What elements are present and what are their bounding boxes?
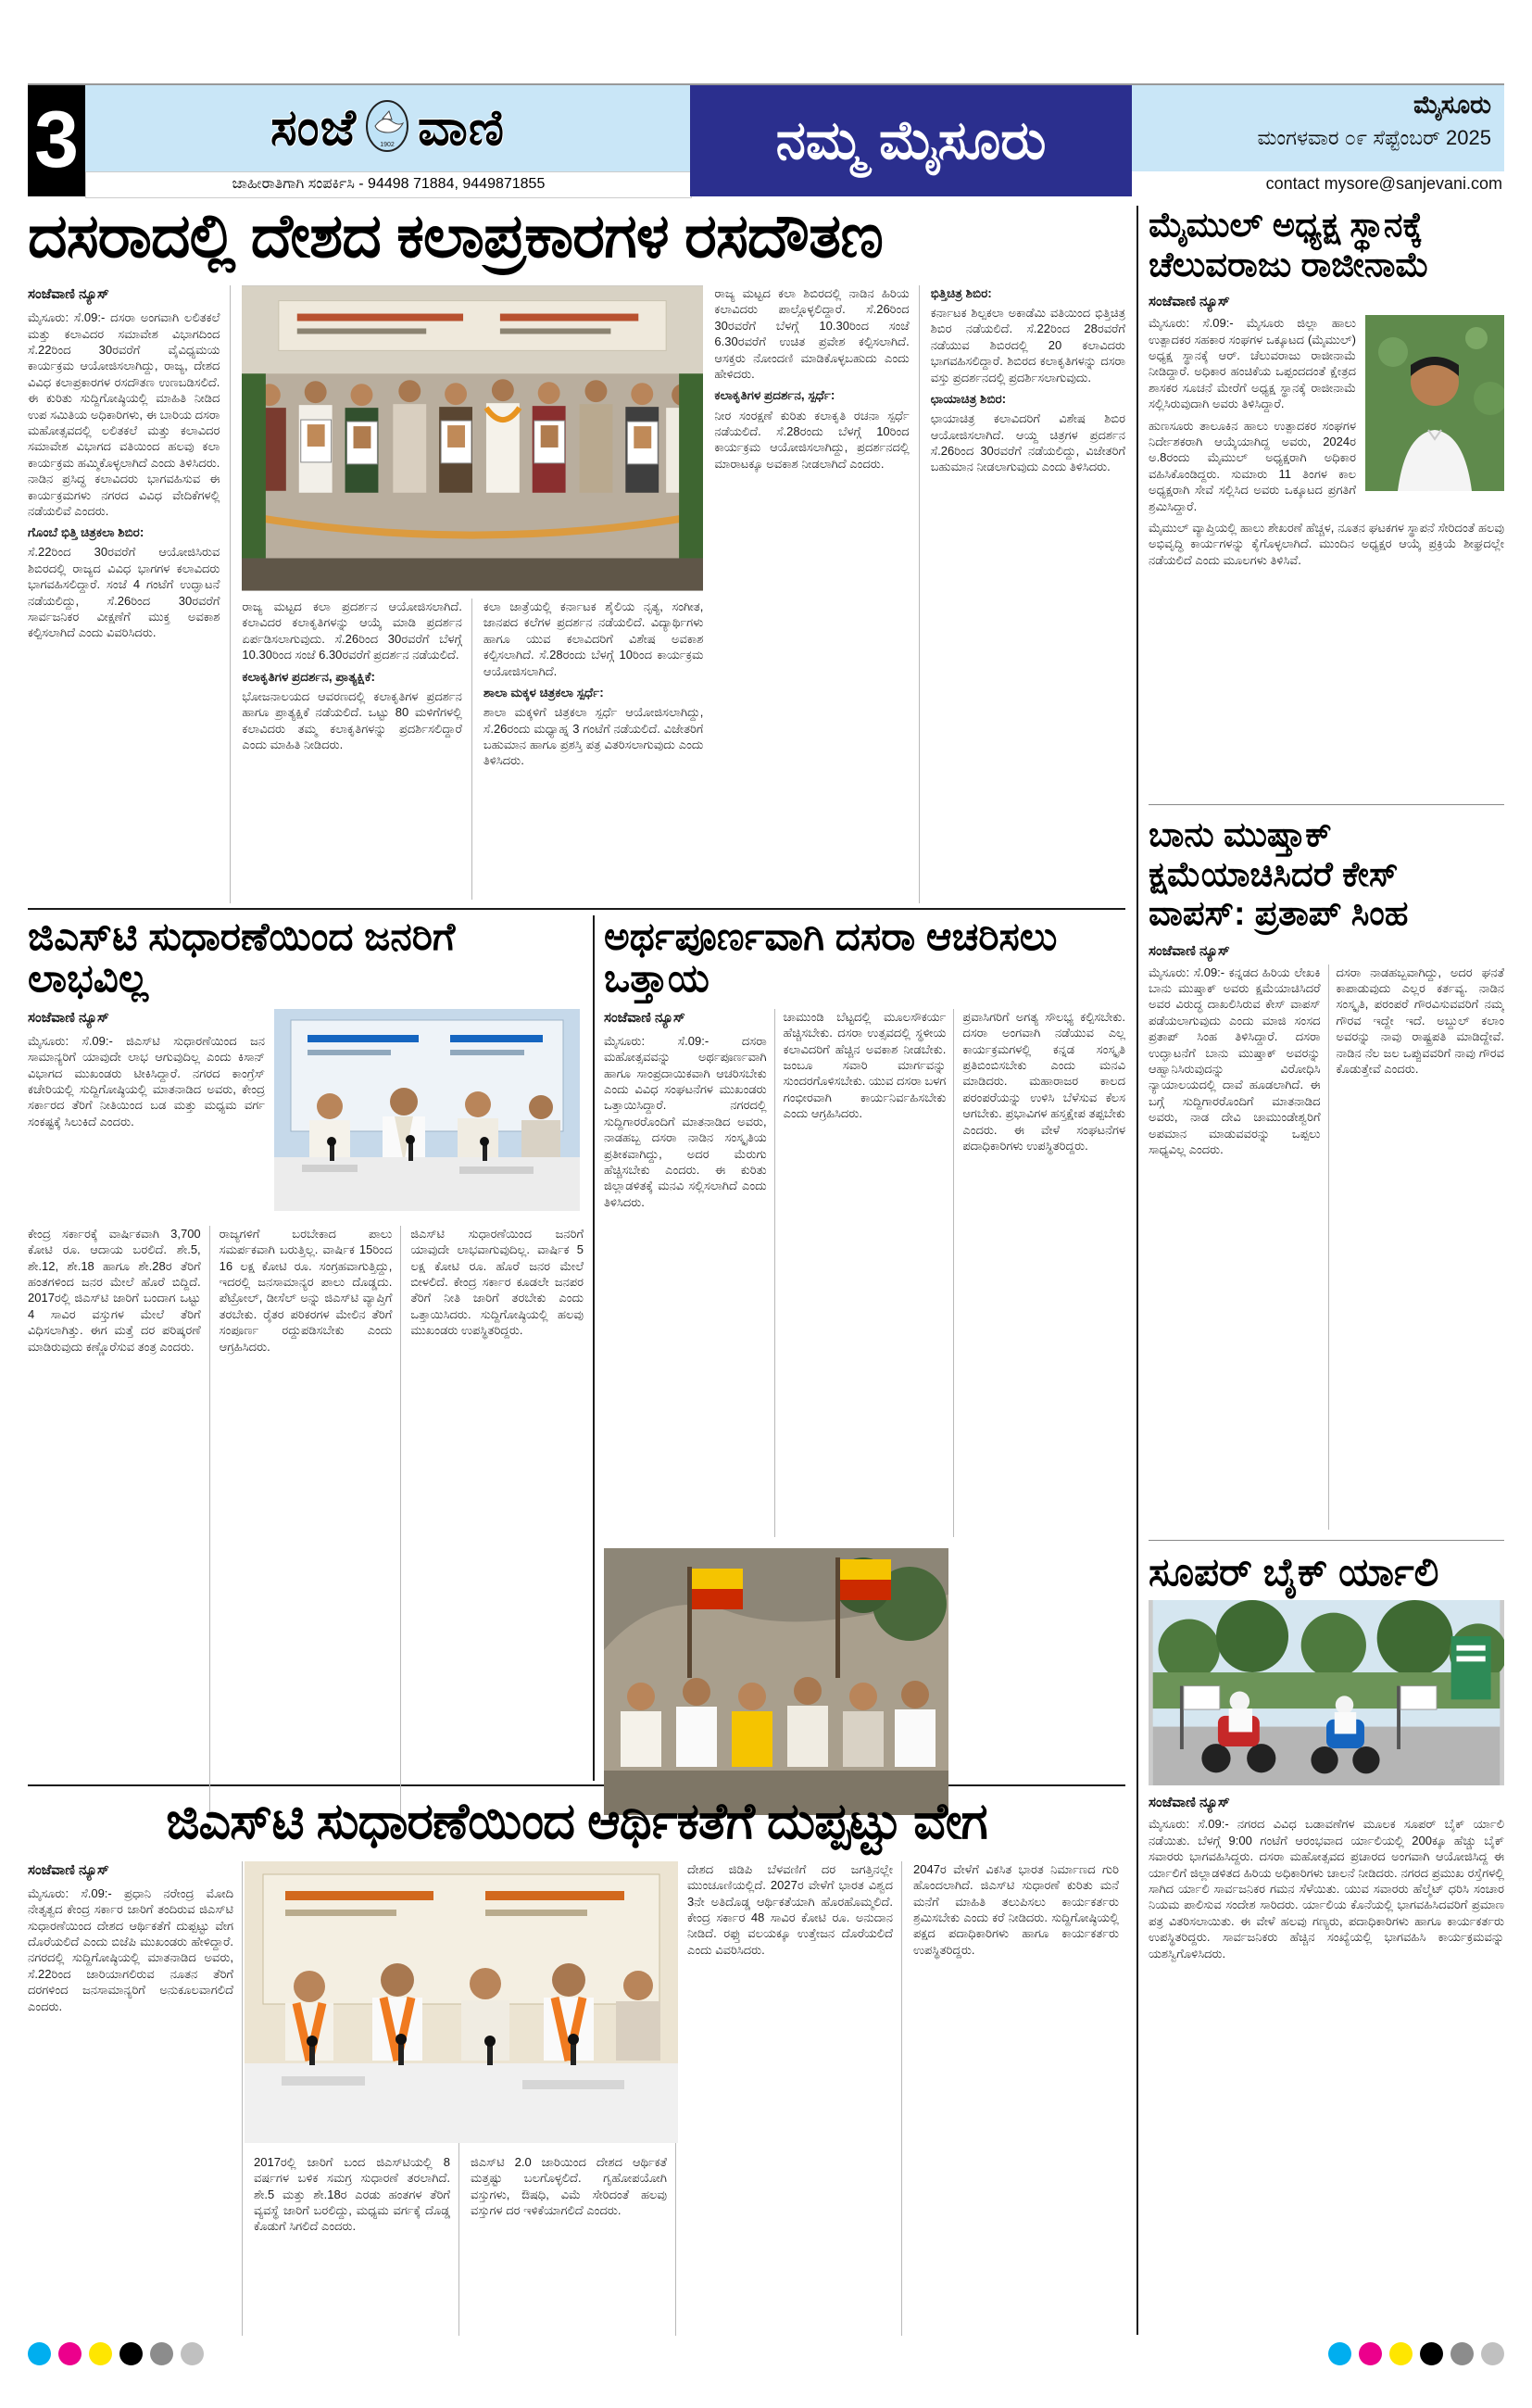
emblem-year-label: 1902 [380,142,395,148]
photo-bjp-press-conference [245,1861,678,2143]
paragraph: ರಾಜ್ಯ ಮಟ್ಟದ ಕಲಾ ಶಿಬಿರದಲ್ಲಿ ನಾಡಿನ ಹಿರಿಯ ಕಲಾವಿದರು ಪಾಲ್ಗೊಳ್ಳಲಿದ್ದಾರೆ. ಸೆ.26ರಿಂದ 30ರವರೆಗೆ ಬೆಳಗ್ಗೆ 10.30ರಿಂದ ಸಂಜೆ 6.30ರವರೆಗೆ ಉಚಿತ ಪ್ರವೇಶ ಕಲ್ಪಿಸಲಾಗಿದೆ. ಆಸಕ್ತರು ನೋಂದಣಿ ಮಾಡಿಕೊಳ್ಳಬಹುದು ಎಂದು ಹೇಳಿದರು. [714,286,910,382]
byline: ಸಂಜೆವಾಣಿ ನ್ಯೂಸ್ [604,1009,685,1026]
paragraph: ಮೈಸೂರು: ಸೆ.09:- ದಸರಾ ಮಹೋತ್ಸವವನ್ನು ಅರ್ಥಪೂರ್ಣವಾಗಿ ಹಾಗೂ ಸಾಂಪ್ರದಾಯಿಕವಾಗಿ ಆಚರಿಸಬೇಕು ಎಂದು ವಿವಿಧ ಸಂಘಟನೆಗಳ ಮುಖಂಡರು ಒತ್ತಾಯಿಸಿದ್ದಾರೆ. ನಗರದಲ್ಲಿ ಸುದ್ದಿಗಾರರೊಂದಿಗೆ ಮಾತನಾಡಿದ ಅವರು, ನಾಡಹಬ್ಬ ದಸರಾ ನಾಡಿನ ಸಂಸ್ಕೃತಿಯ ಪ್ರತೀಕವಾಗಿದ್ದು, ಅದರ ಮೆರುಗು ಹೆಚ್ಚಿಸಬೇಕು ಎಂದರು. ಈ ಕುರಿತು ಜಿಲ್ಲಾಡಳಿತಕ್ಕೆ ಮನವಿ ಸಲ್ಲಿಸಲಾಗಿದೆ ಎಂದು ತಿಳಿಸಿದರು. [604,1033,767,1209]
article-column: ಮೈಸೂರು: ಸೆ.09:- ನಗರದ ವಿವಿಧ ಬಡಾವಣೆಗಳ ಮೂಲಕ ಸೂಪರ್ ಬೈಕ್ ರ್ಯಾಲಿ ನಡೆಯಿತು. ಬೆಳಗ್ಗೆ 9:00 ಗಂಟೆಗೆ ಆರಂಭವಾದ ರ್ಯಾಲಿಯಲ್ಲಿ 200ಕ್ಕೂ ಹೆಚ್ಚು ಬೈಕ್ ಸವಾರರು ಭಾಗವಹಿಸಿದ್ದರು. ದಸರಾ ಮಹೋತ್ಸವದ ಪ್ರಚಾರದ ಅಂಗವಾಗಿ ಆಯೋಜಿಸಿದ್ದ ಈ ರ್ಯಾಲಿಗೆ ಜಿಲ್ಲಾಡಳಿತದ ಹಿರಿಯ ಅಧಿಕಾರಿಗಳು ಚಾಲನೆ ನೀಡಿದರು. ನಗರದ ಪ್ರಮುಖ ರಸ್ತೆಗಳಲ್ಲಿ ಸಾಗಿದ ರ್ಯಾಲಿ ಸಾರ್ವಜನಿಕರ ಗಮನ ಸೆಳೆಯಿತು. ಯುವ ಸವಾರರು ಹೆಲ್ಮೆಟ್ ಧರಿಸಿ ಸಂಚಾರ ನಿಯಮ ಪಾಲಿಸುವ ಸಂದೇಶ ಸಾರಿದರು. ರ್ಯಾಲಿಯ ಕೊನೆಯಲ್ಲಿ ಭಾಗವಹಿಸಿದವರಿಗೆ ಪ್ರಮಾಣ ಪತ್ರ ವಿತರಿಸಲಾಯಿತು. ಈ ವೇಳೆ ಹಲವು ಗಣ್ಯರು, ಪದಾಧಿಕಾರಿಗಳು ಹಾಗೂ ಕಾರ್ಯಕರ್ತರು ಉಪಸ್ಥಿತರಿದ್ದರು. ಸಾರ್ವಜನಿಕರು ಹೆಚ್ಚಿನ ಸಂಖ್ಯೆಯಲ್ಲಿ ಭಾಗವಹಿಸಿ ಕಾರ್ಯಕ್ರಮವನ್ನು ಯಶಸ್ವಿಗೊಳಿಸಿದರು. [1149,1817,1504,1960]
article-column: ಕೇಂದ್ರ ಸರ್ಕಾರಕ್ಕೆ ವಾರ್ಷಿಕವಾಗಿ 3,700 ಕೋಟಿ ರೂ. ಆದಾಯ ಬರಲಿದೆ. ಶೇ.5, ಶೇ.12, ಶೇ.18 ಹಾಗೂ ಶೇ.28ರ ತೆರಿಗೆ ಹಂತಗಳಿಂದ ಜನರ ಮೇಲೆ ಹೊರೆ ಬಿದ್ದಿದೆ. 2017ರಲ್ಲಿ ಜಿಎಸ್‌ಟಿ ಜಾರಿಗೆ ಬಂದಾಗ ಒಟ್ಟು 4 ಸಾವಿರ ವಸ್ತುಗಳ ಮೇಲೆ ತೆರಿಗೆ ವಿಧಿಸಲಾಗಿತ್ತು. ಈಗ ಮತ್ತೆ ದರ ಪರಿಷ್ಕರಣೆ ಮಾಡಿರುವುದು ಕಣ್ಣೊರೆಸುವ ತಂತ್ರ ಎಂದರು. [28,1226,210,1819]
edition-box [1132,85,1504,171]
color-dot [28,2342,51,2365]
byline: ಸಂಜೆವಾಣಿ ನ್ಯೂಸ್ [1149,942,1230,959]
article-gst-people-headline: ಜಿಎಸ್‌ಟಿ ಸುಧಾರಣೆಯಿಂದ ಜನರಿಗೆ ಲಾಭವಿಲ್ಲ [28,914,456,1001]
article-mymul [1149,206,1504,799]
article-banu [1149,815,1504,1533]
paragraph: ಮೈಮುಲ್ ವ್ಯಾಪ್ತಿಯಲ್ಲಿ ಹಾಲು ಶೇಖರಣೆ ಹೆಚ್ಚಳ, ನೂತನ ಘಟಕಗಳ ಸ್ಥಾಪನೆ ಸೇರಿದಂತೆ ಹಲವು ಅಭಿವೃದ್ಧಿ ಕಾರ್ಯಗಳನ್ನು ಕೈಗೊಳ್ಳಲಾಗಿದೆ. ಮುಂದಿನ ಅಧ್ಯಕ್ಷರ ಆಯ್ಕೆ ಪ್ರಕ್ರಿಯೆ ಶೀಘ್ರದಲ್ಲೇ ನಡೆಯಲಿದೆ ಎಂದು ಮೂಲಗಳು ತಿಳಿಸಿವೆ. [1149,520,1504,567]
color-dot [1359,2342,1382,2365]
masthead-bar [28,83,1504,196]
paragraph: ಕರ್ನಾಟಕ ಶಿಲ್ಪಕಲಾ ಅಕಾಡೆಮಿ ವತಿಯಿಂದ ಭಿತ್ತಿಚಿತ್ರ ಶಿಬಿರ ನಡೆಯಲಿದೆ. ಸೆ.22ರಿಂದ 28ರವರೆಗೆ ನಡೆಯುವ ಶಿಬಿರದಲ್ಲಿ 20 ಕಲಾವಿದರು ಭಾಗವಹಿಸಲಿದ್ದಾರೆ. ಶಿಬಿರದ ಕಲಾಕೃತಿಗಳನ್ನು ದಸರಾ ವಸ್ತು ಪ್ರದರ್ಶನದಲ್ಲಿ ಪ್ರದರ್ಶಿಸಲಾಗುವುದು. [930,306,1125,385]
article-column: ಜಿಎಸ್‌ಟಿ ಸುಧಾರಣೆಯಿಂದ ಜನರಿಗೆ ಯಾವುದೇ ಲಾಭವಾಗುವುದಿಲ್ಲ. ವಾರ್ಷಿಕ 5 ಲಕ್ಷ ಕೋಟಿ ರೂ. ಹೊರೆ ಜನರ ಮೇಲೆ ಬೀಳಲಿದೆ. ಕೇಂದ್ರ ಸರ್ಕಾರ ಕೂಡಲೇ ಜನಪರ ತೆರಿಗೆ ನೀತಿ ಜಾರಿಗೆ ತರಬೇಕು ಎಂದು ಒತ್ತಾಯಿಸಿದರು. ಸುದ್ದಿಗೋಷ್ಠಿಯಲ್ಲಿ ಹಲವು ಮುಖಂಡರು ಉಪಸ್ಥಿತರಿದ್ದರು. [410,1226,584,1338]
print-registration-dots-left [28,2342,211,2370]
photo-dasara-artists-group [242,285,703,591]
section-title: ನಮ್ಮ ಮೈಸೂರು [690,85,1132,196]
page-number: 3 [28,85,85,196]
article-gst-economy-body [28,1861,1125,2336]
article-bike-rally-headline: ಸೂಪರ್ ಬೈಕ್ ರ್ಯಾಲಿ [1149,1550,1439,1594]
masthead-logo [85,85,690,171]
color-dot [1420,2342,1443,2365]
article-column [28,1861,243,2336]
divider [1149,1540,1504,1541]
paragraph: ಭೋಜನಾಲಯದ ಆವರಣದಲ್ಲಿ ಕಲಾಕೃತಿಗಳ ಪ್ರದರ್ಶನ ಹಾಗೂ ಪ್ರಾತ್ಯಕ್ಷಿಕೆ ನಡೆಯಲಿದೆ. ಒಟ್ಟು 80 ಮಳಿಗೆಗಳಲ್ಲಿ ಕಲಾವಿದರು ತಮ್ಮ ಕಲಾಕೃತಿಗಳನ್ನು ಪ್ರದರ್ಶಿಸಲಿದ್ದಾರೆ ಎಂದು ಮಾಹಿತಿ ನೀಡಿದರು. [242,688,462,751]
article-column: ಜಿಎಸ್‌ಟಿ 2.0 ಜಾರಿಯಿಂದ ದೇಶದ ಆರ್ಥಿಕತೆ ಮತ್ತಷ್ಟು ಬಲಗೊಳ್ಳಲಿದೆ. ಗೃಹೋಪಯೋಗಿ ವಸ್ತುಗಳು, ಔಷಧಿ, ವಿಮೆ ಸೇರಿದಂತೆ ಹಲವು ವಸ್ತುಗಳ ದರ ಇಳಿಕೆಯಾಗಲಿದೆ ಎಂದರು. [471,1861,676,2336]
subhead: ಭಿತ್ತಿಚಿತ್ರ ಶಿಬಿರ: [930,286,992,300]
article-column: ದಸರಾ ನಾಡಹಬ್ಬವಾಗಿದ್ದು, ಅದರ ಘನತೆ ಕಾಪಾಡುವುದು ಎಲ್ಲರ ಕರ್ತವ್ಯ. ನಾಡಿನ ಸಂಸ್ಕೃತಿ, ಪರಂಪರೆ ಗೌರವಿಸುವವರಿಗೆ ನಮ್ಮ ಗೌರವ ಇದ್ದೇ ಇದೆ. ಅಬ್ದುಲ್ ಕಲಾಂ ಅವರನ್ನು ನಾವು ರಾಷ್ಟ್ರಪತಿ ಮಾಡಿದ್ದೇವೆ. ನಾಡಿನ ನೆಲ ಜಲ ಒಪ್ಪುವವರಿಗೆ ನಾವು ಗೌರವ ಕೊಡುತ್ತೇವೆ ಎಂದರು. [1336,964,1504,1077]
article-column [714,285,919,903]
divider [1136,206,1138,2335]
subhead: ಗೊಂಬೆ ಭಿತ್ತಿ ಚಿತ್ರಕಲಾ ಶಿಬಿರ: [28,525,144,540]
color-dot [89,2342,112,2365]
article-gst-people [28,915,584,1819]
article-column [483,599,704,900]
subhead: ಕಲಾಕೃತಿಗಳ ಪ್ರದರ್ಶನ, ಸ್ಪರ್ಧೆ: [714,388,835,403]
paragraph: ಕಲಾ ಜಾತ್ರೆಯಲ್ಲಿ ಕರ್ನಾಟಕ ಶೈಲಿಯ ನೃತ್ಯ, ಸಂಗೀತ, ಜಾನಪದ ಕಲೆಗಳ ಪ್ರದರ್ಶನ ನಡೆಯಲಿದೆ. ವಿದ್ಯಾರ್ಥಿಗಳು ಹಾಗೂ ಯುವ ಕಲಾವಿದರಿಗೆ ವಿಶೇಷ ಅವಕಾಶ ಕಲ್ಪಿಸಲಾಗಿದೆ. ಸೆ.28ರಂದು ಬೆಳಗ್ಗೆ 10ರಿಂದ ಕಾರ್ಯಕ್ರಮ ಆಯೋಜಿಸಲಾಗಿದೆ. [483,599,704,678]
article-column [28,1009,274,1215]
contact-email: contact mysore@sanjevani.com [1265,174,1502,193]
divider [1149,804,1504,805]
paragraph: ಶಾಲಾ ಮಕ್ಕಳಿಗೆ ಚಿತ್ರಕಲಾ ಸ್ಪರ್ಧೆ ಆಯೋಜಿಸಲಾಗಿದ್ದು, ಸೆ.26ರಂದು ಮಧ್ಯಾಹ್ನ 3 ಗಂಟೆಗೆ ನಡೆಯಲಿದೆ. ವಿಜೇತರಿಗೆ ಬಹುಮಾನ ಹಾಗೂ ಪ್ರಶಸ್ತಿ ಪತ್ರ ವಿತರಿಸಲಾಗುವುದು ಎಂದು ತಿಳಿಸಿದರು. [483,705,704,768]
byline: ಸಂಜೆವಾಣಿ ನ್ಯೂಸ್ [28,286,109,302]
paragraph: ಮೈಸೂರು: ಸೆ.09:- ಜಿಎಸ್‌ಟಿ ಸುಧಾರಣೆಯಿಂದ ಜನ ಸಾಮಾನ್ಯರಿಗೆ ಯಾವುದೇ ಲಾಭ ಆಗುವುದಿಲ್ಲ ಎಂದು ಕಿಸಾನ್ ವಿಭಾಗದ ಮುಖಂಡರು ಟೀಕಿಸಿದ್ದಾರೆ. ನಗರದ ಕಾಂಗ್ರೆಸ್ ಕಚೇರಿಯಲ್ಲಿ ಸುದ್ದಿಗೋಷ್ಠಿಯಲ್ಲಿ ಮಾತನಾಡಿದ ಅವರು, ಕೇಂದ್ರ ಸರ್ಕಾರದ ತೆರಿಗೆ ನೀತಿಯಿಂದ ಬಡ ಮತ್ತು ಮಧ್ಯಮ ವರ್ಗ ಸಂಕಷ್ಟಕ್ಕೆ ಸಿಲುಕಿದೆ ಎಂದರು. [28,1033,265,1128]
color-dot [1389,2342,1413,2365]
print-registration-dots-right [1328,2342,1512,2370]
article-column [931,285,1125,903]
color-dot [1481,2342,1504,2365]
article-column-group [242,285,703,903]
article-dasara-demand-body [604,1009,1125,1820]
color-dot [119,2342,143,2365]
article-column: 2047ರ ವೇಳೆಗೆ ವಿಕಸಿತ ಭಾರತ ನಿರ್ಮಾಣದ ಗುರಿ ಹೊಂದಲಾಗಿದೆ. ಜಿಎಸ್‌ಟಿ ಸುಧಾರಣೆ ಕುರಿತು ಮನೆ ಮನೆಗೆ ಮಾಹಿತಿ ತಲುಪಿಸಲು ಕಾರ್ಯಕರ್ತರು ಶ್ರಮಿಸಬೇಕು ಎಂದು ಕರೆ ನೀಡಿದರು. ಸುದ್ದಿಗೋಷ್ಠಿಯಲ್ಲಿ ಪಕ್ಷದ ಪದಾಧಿಕಾರಿಗಳು ಹಾಗೂ ಕಾರ್ಯಕರ್ತರು ಉಪಸ್ಥಿತರಿದ್ದರು. [913,1861,1119,1957]
photo-congress-press-conference [274,1009,580,1211]
edition-date: ಮಂಗಳವಾರ ೦೯ ಸೆಪ್ಟೆಂಬರ್ 2025 [1257,126,1491,149]
article-dasara-demand [604,915,1125,1820]
subhead: ಛಾಯಾಚಿತ್ರ ಶಿಬಿರ: [930,392,1007,407]
article-dasara-demand-headline: ಅರ್ಥಪೂರ್ಣವಾಗಿ ದಸರಾ ಆಚರಿಸಲು ಒತ್ತಾಯ [604,914,1058,1001]
article-dasara-arts [28,201,1125,270]
photo-flag-protest-group [604,1548,948,1815]
paragraph: ರಾಜ್ಯ ಮಟ್ಟದ ಕಲಾ ಪ್ರದರ್ಶನ ಆಯೋಜಿಸಲಾಗಿದೆ. ಕಲಾವಿದರ ಕಲಾಕೃತಿಗಳನ್ನು ಆಯ್ಕೆ ಮಾಡಿ ಪ್ರದರ್ಶನ ಏರ್ಪಡಿಸಲಾಗುವುದು. ಸೆ.26ರಿಂದ 30ರವರೆಗೆ ಬೆಳಗ್ಗೆ 10.30ರಿಂದ ಸಂಜೆ 6.30ರವರೆಗೆ ಪ್ರದರ್ಶನ ನಡೆಯಲಿದೆ. [242,599,462,662]
paragraph: ಮೈಸೂರು: ಸೆ.09:- ಪ್ರಧಾನಿ ನರೇಂದ್ರ ಮೋದಿ ನೇತೃತ್ವದ ಕೇಂದ್ರ ಸರ್ಕಾರ ಜಾರಿಗೆ ತಂದಿರುವ ಜಿಎಸ್‌ಟಿ ಸುಧಾರಣೆಯಿಂದ ದೇಶದ ಆರ್ಥಿಕತೆಗೆ ದುಪ್ಪಟ್ಟು ವೇಗ ದೊರೆಯಲಿದೆ ಎಂದು ಬಿಜೆಪಿ ಮುಖಂಡರು ಹೇಳಿದ್ದಾರೆ. ನಗರದಲ್ಲಿ ಸುದ್ದಿಗೋಷ್ಠಿಯಲ್ಲಿ ಮಾತನಾಡಿದ ಅವರು, ಸೆ.22ರಿಂದ ಜಾರಿಯಾಗಲಿರುವ ನೂತನ ತೆರಿಗೆ ದರಗಳಿಂದ ಜನಸಾಮಾನ್ಯರಿಗೆ ಅನುಕೂಲವಾಗಲಿದೆ ಎಂದರು. [28,1885,233,2013]
article-dasara-arts-headline: ದಸರಾದಲ್ಲಿ ದೇಶದ ಕಲಾಪ್ರಕಾರಗಳ ರಸದೌತಣ [28,201,883,270]
color-dot [1328,2342,1351,2365]
advert-contact-line: ಜಾಹೀರಾತಿಗಾಗಿ ಸಂಪರ್ಕಿಸಿ - 94498 71884, 9449871855 [85,171,692,198]
dove-emblem-icon [366,100,408,157]
byline: ಸಂಜೆವಾಣಿ ನ್ಯೂಸ್ [1149,294,1230,310]
article-column [604,1009,775,1537]
divider [593,915,595,1781]
subhead: ಶಾಲಾ ಮಕ್ಕಳ ಚಿತ್ರಕಲಾ ಸ್ಪರ್ಧೆ: [483,686,604,700]
paragraph: ಛಾಯಾಚಿತ್ರ ಕಲಾವಿದರಿಗೆ ವಿಶೇಷ ಶಿಬಿರ ಆಯೋಜಿಸಲಾಗಿದೆ. ಆಯ್ದ ಚಿತ್ರಗಳ ಪ್ರದರ್ಶನ ಸೆ.26ರಿಂದ 30ರವರೆಗೆ ನಡೆಯಲಿದ್ದು, ವಿಜೇತರಿಗೆ ಬಹುಮಾನ ನೀಡಲಾಗುವುದು ಎಂದು ತಿಳಿಸಿದರು. [930,411,1125,474]
color-dot [58,2342,82,2365]
article-column: ಚಾಮುಂಡಿ ಬೆಟ್ಟದಲ್ಲಿ ಮೂಲಸೌಕರ್ಯ ಹೆಚ್ಚಿಸಬೇಕು. ದಸರಾ ಉತ್ಸವದಲ್ಲಿ ಸ್ಥಳೀಯ ಕಲಾವಿದರಿಗೆ ಹೆಚ್ಚಿನ ಅವಕಾಶ ನೀಡಬೇಕು. ಜಂಬೂ ಸವಾರಿ ಮಾರ್ಗವನ್ನು ಸುಂದರಗೊಳಿಸಬೇಕು. ಯುವ ದಸರಾ ಬಳಗ ಗಂಭೀರವಾಗಿ ಕಾರ್ಯನಿರ್ವಹಿಸಬೇಕು ಎಂದು ಆಗ್ರಹಿಸಿದರು. [784,1009,955,1537]
masthead-text-left: ಸಂಜೆ [270,100,358,156]
paragraph: ಹುಣಸೂರು ತಾಲೂಕಿನ ಹಾಲು ಉತ್ಪಾದಕರ ಸಂಘಗಳ ನಿರ್ದೇಶಕರಾಗಿ ಆಯ್ಕೆಯಾಗಿದ್ದ ಅವರು, 2024ರ ಅ.8ರಂದು ಮೈಮುಲ್ ಅಧ್ಯಕ್ಷರಾಗಿ ಅಧಿಕಾರ ವಹಿಸಿಕೊಂಡಿದ್ದರು. ಸುಮಾರು 11 ತಿಂಗಳ ಕಾಲ ಅಧ್ಯಕ್ಷರಾಗಿ ಸೇವೆ ಸಲ್ಲಿಸಿದ ಅವರು ಒಕ್ಕೂಟದ ಪ್ರಗತಿಗೆ ಶ್ರಮಿಸಿದ್ದಾರೆ. [1149,418,1356,513]
divider [28,908,1125,910]
color-dot [181,2342,204,2365]
article-bike-rally [1149,1551,1504,2335]
article-column: 2017ರಲ್ಲಿ ಜಾರಿಗೆ ಬಂದ ಜಿಎಸ್‌ಟಿಯಲ್ಲಿ 8 ವರ್ಷಗಳ ಬಳಿಕ ಸಮಗ್ರ ಸುಧಾರಣೆ ತರಲಾಗಿದೆ. ಶೇ.5 ಮತ್ತು ಶೇ.18ರ ಎರಡು ಹಂತಗಳ ತೆರಿಗೆ ವ್ಯವಸ್ಥೆ ಜಾರಿಗೆ ಬರಲಿದ್ದು, ಮಧ್ಯಮ ವರ್ಗಕ್ಕೆ ದೊಡ್ಡ ಕೊಡುಗೆ ಸಿಗಲಿದೆ ಎಂದರು. [254,1861,459,2336]
paragraph: ಸೆ.22ರಿಂದ 30ರವರೆಗೆ ಆಯೋಜಿಸಿರುವ ಶಿಬಿರದಲ್ಲಿ ರಾಜ್ಯದ ವಿವಿಧ ಭಾಗಗಳ ಕಲಾವಿದರು ಭಾಗವಹಿಸಲಿದ್ದಾರೆ. ಸಂಜೆ 4 ಗಂಟೆಗೆ ಉದ್ಘಾಟನೆ ನಡೆಯಲಿದ್ದು, ಸೆ.26ರಿಂದ 30ರವರೆಗೆ ಸಾರ್ವಜನಿಕರ ವೀಕ್ಷಣೆಗೆ ಮುಕ್ತ ಅವಕಾಶ ಕಲ್ಪಿಸಲಾಗಿದೆ ಎಂದು ವಿವರಿಸಿದರು. [28,545,220,640]
masthead-text-right: ವಾಣಿ [418,100,505,156]
edition-name: ಮೈಸೂರು [1413,91,1491,119]
article-banu-headline: ಬಾನು ಮುಷ್ತಾಕ್ ಕ್ಷಮೆಯಾಚಿಸಿದರೆ ಕೇಸ್ ವಾಪಸ್: ಪ್ರತಾಪ್ ಸಿಂಹ [1149,815,1409,933]
byline: ಸಂಜೆವಾಣಿ ನ್ಯೂಸ್ [28,1861,109,1878]
article-column [242,599,472,900]
article-column [1149,315,1504,778]
subhead: ಕಲಾಕೃತಿಗಳ ಪ್ರದರ್ಶನ, ಪ್ರಾತ್ಯಕ್ಷಿಕೆ: [242,669,375,684]
byline: ಸಂಜೆವಾಣಿ ನ್ಯೂಸ್ [28,1009,109,1026]
article-column [28,285,231,903]
article-column: ಪ್ರವಾಸಿಗರಿಗೆ ಅಗತ್ಯ ಸೌಲಭ್ಯ ಕಲ್ಪಿಸಬೇಕು. ದಸರಾ ಅಂಗವಾಗಿ ನಡೆಯುವ ಎಲ್ಲ ಕಾರ್ಯಕ್ರಮಗಳಲ್ಲಿ ಕನ್ನಡ ಸಂಸ್ಕೃತಿ ಪ್ರತಿಬಿಂಬಿಸಬೇಕು ಎಂದು ಮನವಿ ಮಾಡಿದರು. ಮಹಾರಾಜರ ಕಾಲದ ಪರಂಪರೆಯನ್ನು ಉಳಿಸಿ ಬೆಳೆಸುವ ಕೆಲಸ ಆಗಬೇಕು. ಪ್ರಭಾವಿಗಳ ಹಸ್ತಕ್ಷೇಪ ತಪ್ಪಬೇಕು ಎಂದರು. ಈ ವೇಳೆ ಸಂಘಟನೆಗಳ ಪದಾಧಿಕಾರಿಗಳು ಉಪಸ್ಥಿತರಿದ್ದರು. [962,1009,1126,1153]
article-dasara-arts-body [28,285,1125,903]
article-gst-economy-headline: ಜಿಎಸ್‌ಟಿ ಸುಧಾರಣೆಯಿಂದ ಆರ್ಥಿಕತೆಗೆ ದುಪ್ಪಟ್ಟು ವೇಗ [166,1794,987,1849]
article-gst-economy [28,1796,1125,2336]
color-dot [1450,2342,1474,2365]
paragraph: ನೀರ ಸಂರಕ್ಷಣೆ ಕುರಿತು ಕಲಾಕೃತಿ ರಚನಾ ಸ್ಪರ್ಧೆ ನಡೆಯಲಿದೆ. ಸೆ.28ರಂದು ಬೆಳಗ್ಗೆ 10ರಿಂದ ಕಾರ್ಯಕ್ರಮ ಆಯೋಜಿಸಲಾಗಿದ್ದು, ಪ್ರದರ್ಶನದಲ್ಲಿ ಮಾರಾಟಕ್ಕೂ ಅವಕಾಶ ನೀಡಲಾಗಿದೆ ಎಂದರು. [714,408,910,471]
article-mymul-headline: ಮೈಮುಲ್ ಅಧ್ಯಕ್ಷ ಸ್ಥಾನಕ್ಕೆ ಚೆಲುವರಾಜು ರಾಜೀನಾಮೆ [1149,206,1430,284]
paragraph: ಮೈಸೂರು: ಸೆ.09:- ದಸರಾ ಅಂಗವಾಗಿ ಲಲಿತಕಲೆ ಮತ್ತು ಕಲಾವಿದರ ಸಮಾವೇಶ ವಿಭಾಗದಿಂದ ಸೆ.22ರಿಂದ 30ರವರೆಗೆ ವೈವಿಧ್ಯಮಯ ಕಾರ್ಯಕ್ರಮ ಆಯೋಜಿಸಲಾಗಿದ್ದು, ರಾಜ್ಯ, ದೇಶದ ವಿವಿಧ ಕಲಾಪ್ರಕಾರಗಳ ರಸದೌತಣ ಉಣಬಡಿಸಲಿದೆ. ಈ ಕುರಿತು ಸುದ್ದಿಗೋಷ್ಠಿಯಲ್ಲಿ ಮಾಹಿತಿ ನೀಡಿದ ಉಪ ಸಮಿತಿಯ ಅಧಿಕಾರಿಗಳು, ಈ ಬಾರಿಯ ದಸರಾ ಮಹೋತ್ಸವದಲ್ಲಿ ಲಲಿತಕಲೆ ಮತ್ತು ಕಲಾವಿದರ ಸಮಾವೇಶ ವಿಭಾಗದ ವತಿಯಿಂದ ಹಲವು ಕಲಾ ಕಾರ್ಯಕ್ರಮ ಹಮ್ಮಿಕೊಳ್ಳಲಾಗಿದೆ ಎಂದು ತಿಳಿಸಿದರು. ನಾಡಿನ ಪ್ರಸಿದ್ಧ ಕಲಾವಿದರು ಭಾಗವಹಿಸುವ ಈ ಕಾರ್ಯಕ್ರಮಗಳು ನಗರದ ವಿವಿಧ ವೇದಿಕೆಗಳಲ್ಲಿ ನಡೆಯಲಿವೆ ಎಂದರು. [28,310,220,518]
article-column: ಮೈಸೂರು: ಸೆ.09:- ಕನ್ನಡದ ಹಿರಿಯ ಲೇಖಕಿ ಬಾನು ಮುಷ್ತಾಕ್ ಅವರು ಕ್ಷಮೆಯಾಚಿಸಿದರೆ ಅವರ ವಿರುದ್ಧ ದಾಖಲಿಸಿರುವ ಕೇಸ್ ವಾಪಸ್ ಪಡೆಯಲಾಗುವುದು ಎಂದು ಮಾಜಿ ಸಂಸದ ಪ್ರತಾಪ್ ಸಿಂಹ ತಿಳಿಸಿದ್ದಾರೆ. ದಸರಾ ಉದ್ಘಾಟನೆಗೆ ಬಾನು ಮುಷ್ತಾಕ್ ಅವರನ್ನು ಆಹ್ವಾನಿಸಿರುವುದನ್ನು ವಿರೋಧಿಸಿ ನ್ಯಾಯಾಲಯದಲ್ಲಿ ದಾವೆ ಹೂಡಲಾಗಿದೆ. ಈ ಬಗ್ಗೆ ಸುದ್ದಿಗಾರರೊಂದಿಗೆ ಮಾತನಾಡಿದ ಅವರು, ನಾಡ ದೇವಿ ಚಾಮುಂಡೇಶ್ವರಿಗೆ ಅಪಮಾನ ಮಾಡುವವರನ್ನು ಒಪ್ಪಲು ಸಾಧ್ಯವಿಲ್ಲ ಎಂದರು. [1149,964,1329,1530]
byline: ಸಂಜೆವಾಣಿ ನ್ಯೂಸ್ [1149,1795,1230,1811]
paragraph: ಮೈಸೂರು: ಸೆ.09:- ಮೈಸೂರು ಜಿಲ್ಲಾ ಹಾಲು ಉತ್ಪಾದಕರ ಸಹಕಾರ ಸಂಘಗಳ ಒಕ್ಕೂಟದ (ಮೈಮುಲ್) ಅಧ್ಯಕ್ಷ ಸ್ಥಾನಕ್ಕೆ ಆರ್. ಚೆಲುವರಾಜು ರಾಜೀನಾಮೆ ನೀಡಿದ್ದಾರೆ. ಅಧಿಕಾರ ಹಂಚಿಕೆಯ ಒಪ್ಪಂದದಂತೆ ಕ್ಷೇತ್ರದ ಶಾಸಕರ ಸೂಚನೆ ಮೇರೆಗೆ ಅಧ್ಯಕ್ಷ ಸ್ಥಾನಕ್ಕೆ ರಾಜೀನಾಮೆ ಸಲ್ಲಿಸಿರುವುದಾಗಿ ಅವರು ತಿಳಿಸಿದ್ದಾರೆ. [1149,316,1356,411]
photo-super-bike-rally [1149,1600,1504,1785]
photo-cheluvaraju-portrait [1365,315,1504,491]
color-dot [150,2342,173,2365]
article-column: ರಾಜ್ಯಗಳಿಗೆ ಬರಬೇಕಾದ ಪಾಲು ಸಮರ್ಪಕವಾಗಿ ಬರುತ್ತಿಲ್ಲ. ವಾರ್ಷಿಕ 15ರಿಂದ 16 ಲಕ್ಷ ಕೋಟಿ ರೂ. ಸಂಗ್ರಹವಾಗುತ್ತಿದ್ದು, ಇದರಲ್ಲಿ ಜನಸಾಮಾನ್ಯರ ಪಾಲು ದೊಡ್ಡದು. ಪೆಟ್ರೋಲ್, ಡೀಸೆಲ್ ಅನ್ನು ಜಿಎಸ್‌ಟಿ ವ್ಯಾಪ್ತಿಗೆ ತರಬೇಕು. ರೈತರ ಪರಿಕರಗಳ ಮೇಲಿನ ತೆರಿಗೆ ಸಂಪೂರ್ಣ ರದ್ದುಪಡಿಸಬೇಕು ಎಂದು ಆಗ್ರಹಿಸಿದರು. [220,1226,402,1819]
article-column: ದೇಶದ ಜಿಡಿಪಿ ಬೆಳವಣಿಗೆ ದರ ಜಗತ್ತಿನಲ್ಲೇ ಮುಂಚೂಣಿಯಲ್ಲಿದೆ. 2027ರ ವೇಳೆಗೆ ಭಾರತ ವಿಶ್ವದ 3ನೇ ಅತಿದೊಡ್ಡ ಆರ್ಥಿಕತೆಯಾಗಿ ಹೊರಹೊಮ್ಮಲಿದೆ. ಕೇಂದ್ರ ಸರ್ಕಾರ 48 ಸಾವಿರ ಕೋಟಿ ರೂ. ಅನುದಾನ ನೀಡಿದೆ. ರಫ್ತು ವಲಯಕ್ಕೂ ಉತ್ತೇಜನ ದೊರೆಯಲಿದೆ ಎಂದು ವಿವರಿಸಿದರು. [687,1861,902,2336]
